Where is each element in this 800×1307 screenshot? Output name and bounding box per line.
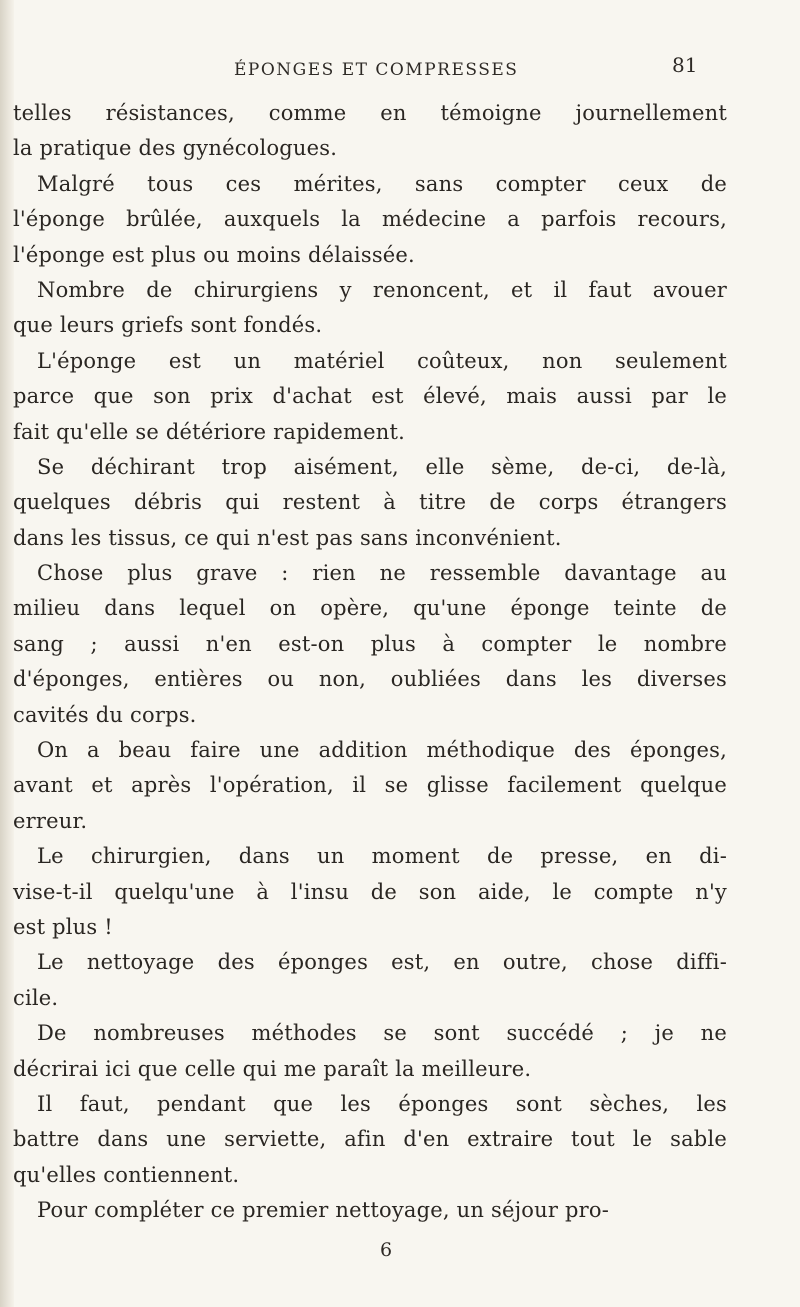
text-line: De nombreuses méthodes se sont succédé ; je ne bbox=[37, 1021, 727, 1046]
text-line: l'éponge est plus ou moins délaissée. bbox=[13, 242, 415, 267]
text-line: sang ; aussi n'en est-on plus à compter le nombre bbox=[13, 631, 727, 656]
signature-mark: 6 bbox=[380, 1239, 393, 1261]
text-line: décrirai ici que celle qui me paraît la meilleure. bbox=[13, 1056, 532, 1081]
text-line: milieu dans lequel on opère, qu'une éponge teinte de bbox=[13, 596, 727, 621]
text-line: avant et après l'opération, il se glisse facilement quelque bbox=[13, 773, 727, 798]
text-line: dans les tissus, ce qui n'est pas sans inconvénient. bbox=[13, 525, 562, 550]
text-line: erreur. bbox=[13, 808, 88, 833]
text-line: telles résistances, comme en témoigne journellement bbox=[13, 101, 727, 125]
body-text bbox=[13, 96, 727, 1229]
text-line: L'éponge est un matériel coûteux, non seulement bbox=[37, 348, 727, 373]
running-head bbox=[0, 53, 800, 84]
text-line: cile. bbox=[13, 985, 59, 1010]
text-line: qu'elles contiennent. bbox=[13, 1162, 240, 1187]
running-title: ÉPONGES ET COMPRESSES bbox=[234, 60, 519, 80]
text-line: Se déchirant trop aisément, elle sème, de-ci, de-là, bbox=[37, 454, 727, 479]
text-line: Pour compléter ce premier nettoyage, un séjour pro- bbox=[37, 1198, 610, 1223]
text-line: Chose plus grave : rien ne ressemble davantage au bbox=[37, 561, 727, 586]
text-line: la pratique des gynécologues. bbox=[13, 136, 338, 161]
text-line: cavités du corps. bbox=[13, 702, 197, 727]
text-line: Malgré tous ces mérites, sans compter ceux de bbox=[37, 171, 727, 196]
text-line: fait qu'elle se détériore rapidement. bbox=[13, 419, 405, 444]
text-line: quelques débris qui restent à titre de corps étrangers bbox=[13, 490, 727, 515]
page-number: 81 bbox=[672, 53, 698, 77]
text-line: vise-t-il quelqu'une à l'insu de son aide, le compte n'y bbox=[13, 879, 727, 904]
text-line: que leurs griefs sont fondés. bbox=[13, 313, 323, 338]
text-line: Il faut, pendant que les éponges sont sèches, les bbox=[37, 1091, 727, 1116]
text-line: parce que son prix d'achat est élevé, mais aussi par le bbox=[13, 384, 727, 409]
text-line: Le chirurgien, dans un moment de presse, en di- bbox=[37, 844, 727, 869]
text-line: l'éponge brûlée, auxquels la médecine a parfois recours, bbox=[13, 207, 727, 232]
text-line: Le nettoyage des éponges est, en outre, chose diffi- bbox=[37, 950, 727, 975]
text-line: d'éponges, entières ou non, oubliées dans les diverses bbox=[13, 667, 727, 692]
page-gutter bbox=[0, 0, 14, 1307]
text-line: battre dans une serviette, afin d'en extraire tout le sable bbox=[13, 1127, 727, 1152]
text-line: Nombre de chirurgiens y renoncent, et il faut avouer bbox=[37, 277, 727, 302]
text-line: On a beau faire une addition méthodique des éponges, bbox=[37, 738, 727, 763]
text-line: est plus ! bbox=[13, 914, 113, 939]
